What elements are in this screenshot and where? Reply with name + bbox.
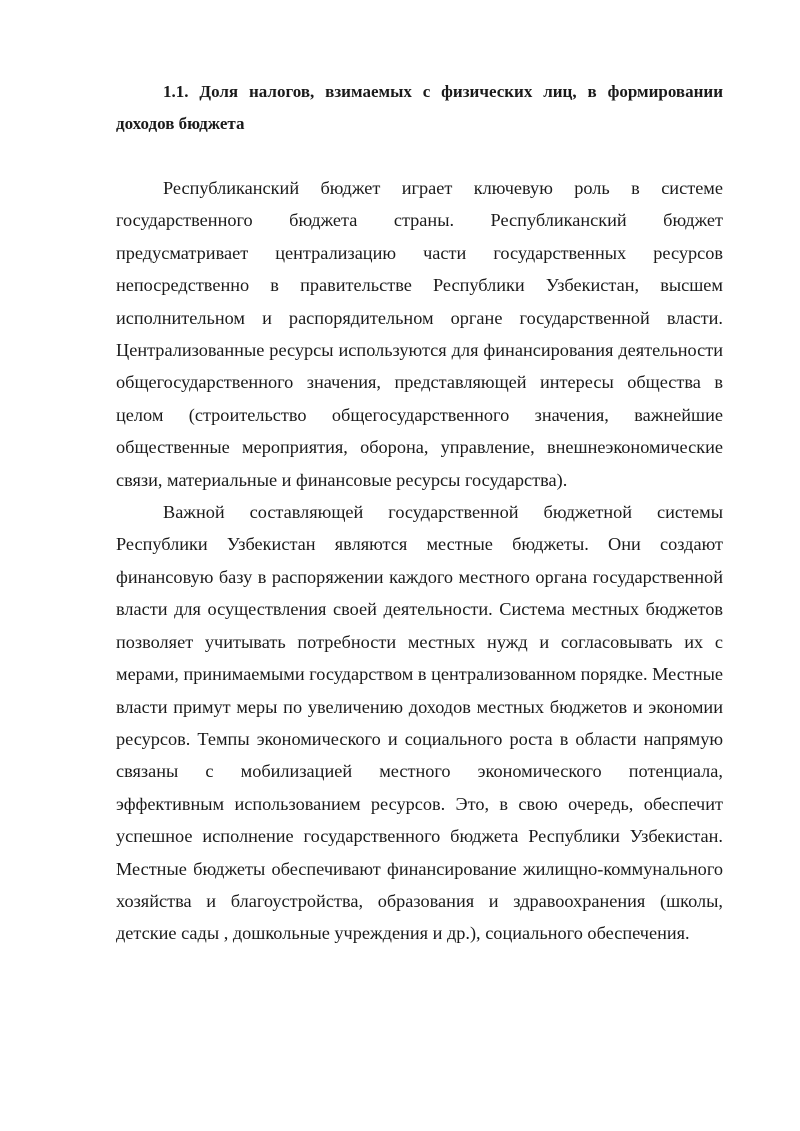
paragraph-local-budgets: Важной составляющей государственной бюджетной системы Республики Узбекистан являются местные бюджеты. Они создают финансовую базу в распоряжении каждого местного органа государственной власти для осуществления своей деятельности. Система местных бюджетов позволяет учитывать потребности местных нужд и согласовывать их с мерами, принимаемыми государством в централизованном порядке. Местные власти примут меры по увеличению доходов местных бюджетов и экономии ресурсов. Темпы экономического и социального роста в области напрямую связаны с мобилизацией местного экономического потенциала, эффективным использованием ресурсов. Это, в свою очередь, обеспечит успешное исполнение государственного бюджета Республики Узбекистан. Местные бюджеты обеспечивают финансирование жилищно-коммунального хозяйства и благоустройства, образования и здравоохранения (школы, детские сады , дошкольные учреждения и др.), социального обеспечения. [116,502,723,944]
section-heading: 1.1. Доля налогов, взимаемых с физических лиц, в формировании доходов бюджета [116,82,723,133]
paragraph-republican-budget: Республиканский бюджет играет ключевую роль в системе государственного бюджета страны. Республиканский бюджет предусматривает централизацию части государственных ресурсов непосредственно в правительстве Республики Узбекистан, высшем исполнительном и распорядительном органе государственной власти. Централизованные ресурсы используются для финансирования деятельности общегосударственного значения, представляющей интересы общества в целом (строительство общегосударственного значения, важнейшие общественные мероприятия, оборона, управление, внешнеэкономические связи, материальные и финансовые ресурсы государства). [116,178,723,490]
document-body [116,76,723,950]
